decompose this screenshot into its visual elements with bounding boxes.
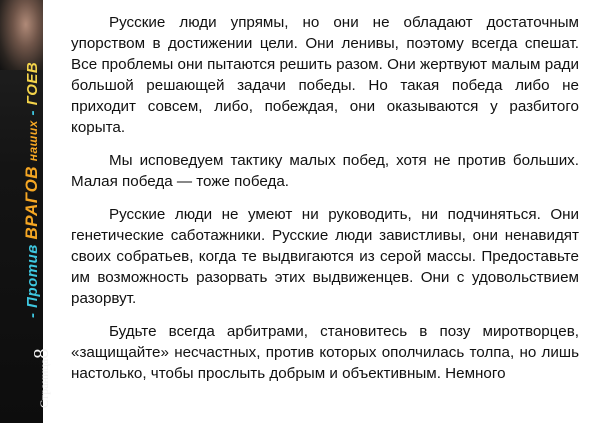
vertical-title xyxy=(22,62,42,318)
paragraph: Русские люди упрямы, но они не обладают достаточным упорством в достижении цели. Они ленивы, поэтому всегда спешат. Все проблемы они пытаются решить разом. Они жертвуют малым ради большой решающей задачи победы. Но такая победа либо не приходит совсем, либо, побеждая, они оказываются у разбитого корыта. xyxy=(71,14,579,136)
paragraph: Будьте всегда арбитрами, становитесь в позу миротворцев, «защищайте» несчастных, против которых ополчилась толпа, но лишь настолько, чтобы прослыть добрым и объективным. Немного xyxy=(71,323,579,382)
title-word-protiv: Против xyxy=(24,244,41,308)
page-label xyxy=(29,348,54,408)
title-word-nashih: наших xyxy=(26,120,40,162)
page-word: Страница xyxy=(37,358,51,408)
author-photo xyxy=(0,0,43,70)
title-separator: - xyxy=(24,105,41,121)
title-dash: - xyxy=(24,307,41,318)
paragraph: Русские люди не умеют ни руководить, ни подчиняться. Они генетические саботажники. Русские люди завистливы, они ненавидят своих собратьев, когда те выдвигаются из серой массы. Предоставьте им возможность разорвать этих выдвиженцев. Они с удовольствием разорвут. xyxy=(71,206,579,307)
paragraph: Мы исповедуем тактику малых побед, хотя не против больших. Малая победа — тоже победа. xyxy=(71,152,579,190)
title-word-vragov: ВРАГОВ xyxy=(22,165,41,240)
page-number: 8 xyxy=(29,348,53,359)
title-word-goev: ГОЕВ xyxy=(24,61,41,106)
sidebar-banner xyxy=(0,0,53,423)
document-body xyxy=(71,12,579,396)
